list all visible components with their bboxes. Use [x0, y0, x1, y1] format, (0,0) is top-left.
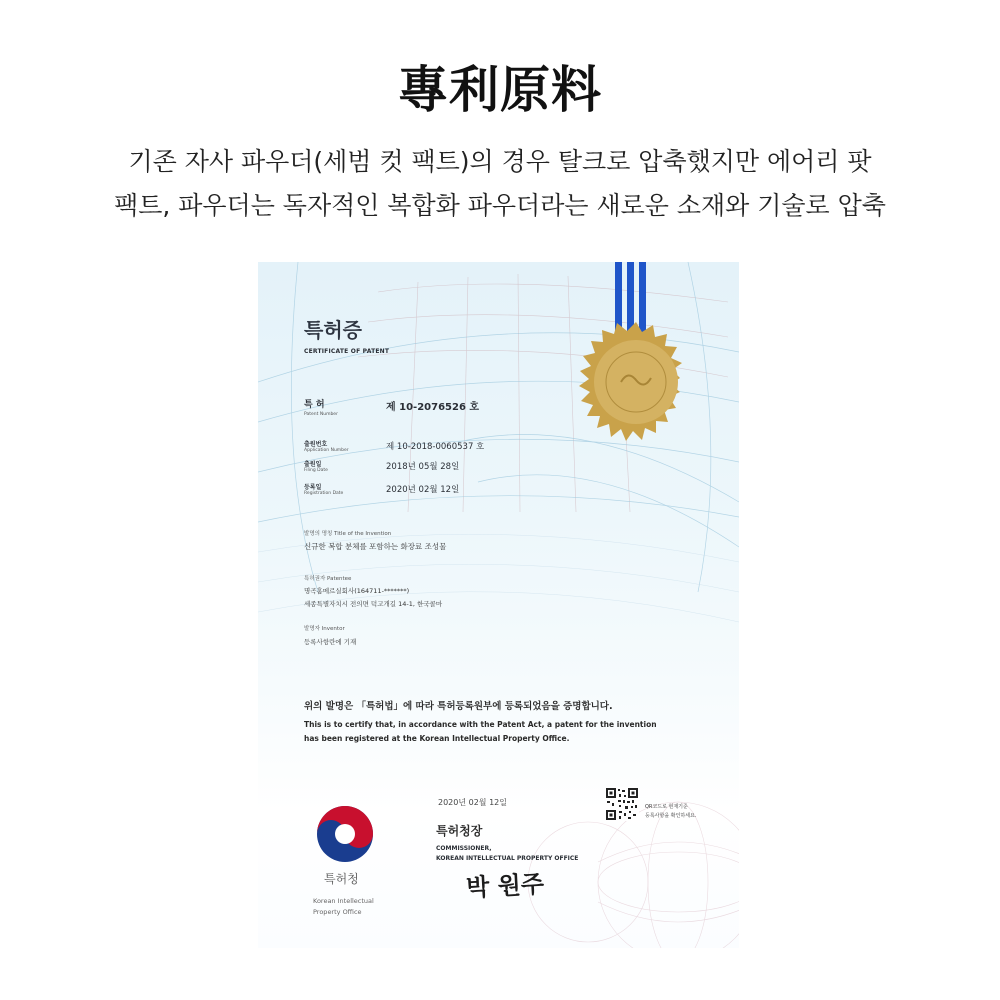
issue-date: 2020년 02월 12일 — [438, 798, 507, 807]
commissioner-korean: 특허청장 — [436, 824, 483, 838]
certificate-subtitle: CERTIFICATE OF PATENT — [304, 348, 390, 355]
registration-date-sublabel: Registration Date — [304, 491, 344, 496]
inventor-label: 발명자 Inventor — [304, 626, 345, 632]
patent-number-sublabel: Patent Number — [304, 412, 338, 417]
invention-title-value: 신규한 복합 분체를 포함하는 화장료 조성물 — [304, 542, 447, 551]
description-line-2: 팩트, 파우더는 독자적인 복합화 파우더라는 새로운 소재와 기술로 압축 — [114, 191, 886, 220]
filing-date-sublabel: Filing Date — [304, 468, 328, 473]
patentee-name: 명곡홈메르실회사(164711-*******) — [304, 587, 410, 595]
gold-seal-icon — [576, 322, 696, 442]
application-number-value: 제 10-2018-0060537 호 — [386, 442, 485, 452]
page-title: 專利原料 — [398, 61, 602, 119]
qr-caption-2: 등록사항을 확인하세요. — [645, 813, 697, 819]
patent-number-value: 제 10-2076526 호 — [386, 402, 480, 413]
description — [60, 140, 940, 228]
application-number-sublabel: Application Number — [304, 448, 349, 453]
kipo-name-korean: 특허청 — [324, 872, 359, 886]
kipo-taegeuk-emblem-icon — [316, 805, 374, 863]
certification-statement-english-2: has been registered at the Korean Intellectual Property Office. — [304, 734, 570, 743]
patent-number-label: 특 허 — [304, 400, 325, 410]
commissioner-signature: 박 원주 — [465, 868, 545, 903]
patentee-address: 세종특별자치시 전의면 덕고개길 14-1, 한국콜마 — [304, 600, 443, 608]
qr-caption-1: QR코드로 현재기준 — [645, 804, 688, 810]
patent-certificate — [258, 262, 739, 948]
certificate-title: 특허증 — [304, 318, 362, 342]
commissioner-english-1: COMMISSIONER, — [436, 845, 492, 852]
kipo-name-english-2: Property Office — [313, 908, 362, 916]
certification-statement-korean: 위의 발명은 「특허법」에 따라 특허등록원부에 등록되었음을 증명합니다. — [304, 701, 613, 712]
filing-date-value: 2018년 05월 28일 — [386, 462, 460, 472]
registration-date-label: 등록일 — [304, 484, 322, 491]
application-number-label: 출원번호 — [304, 441, 328, 448]
patentee-label: 특허권자 Patentee — [304, 576, 352, 582]
description-line-1: 기존 자사 파우더(세범 컷 팩트)의 경우 탈크로 압축했지만 에어리 팟 — [128, 147, 872, 176]
inventor-value: 등록사항란에 기재 — [304, 638, 357, 646]
registration-date-value: 2020년 02월 12일 — [386, 485, 460, 495]
kipo-name-english-1: Korean Intellectual — [313, 897, 374, 905]
commissioner-english-2: KOREAN INTELLECTUAL PROPERTY OFFICE — [436, 855, 579, 862]
filing-date-label: 출원일 — [304, 461, 322, 468]
certification-statement-english-1: This is to certify that, in accordance with the Patent Act, a patent for the invention — [304, 720, 657, 729]
qr-code-icon — [605, 787, 639, 821]
invention-title-label: 발명의 명칭 Title of the Invention — [304, 531, 392, 537]
